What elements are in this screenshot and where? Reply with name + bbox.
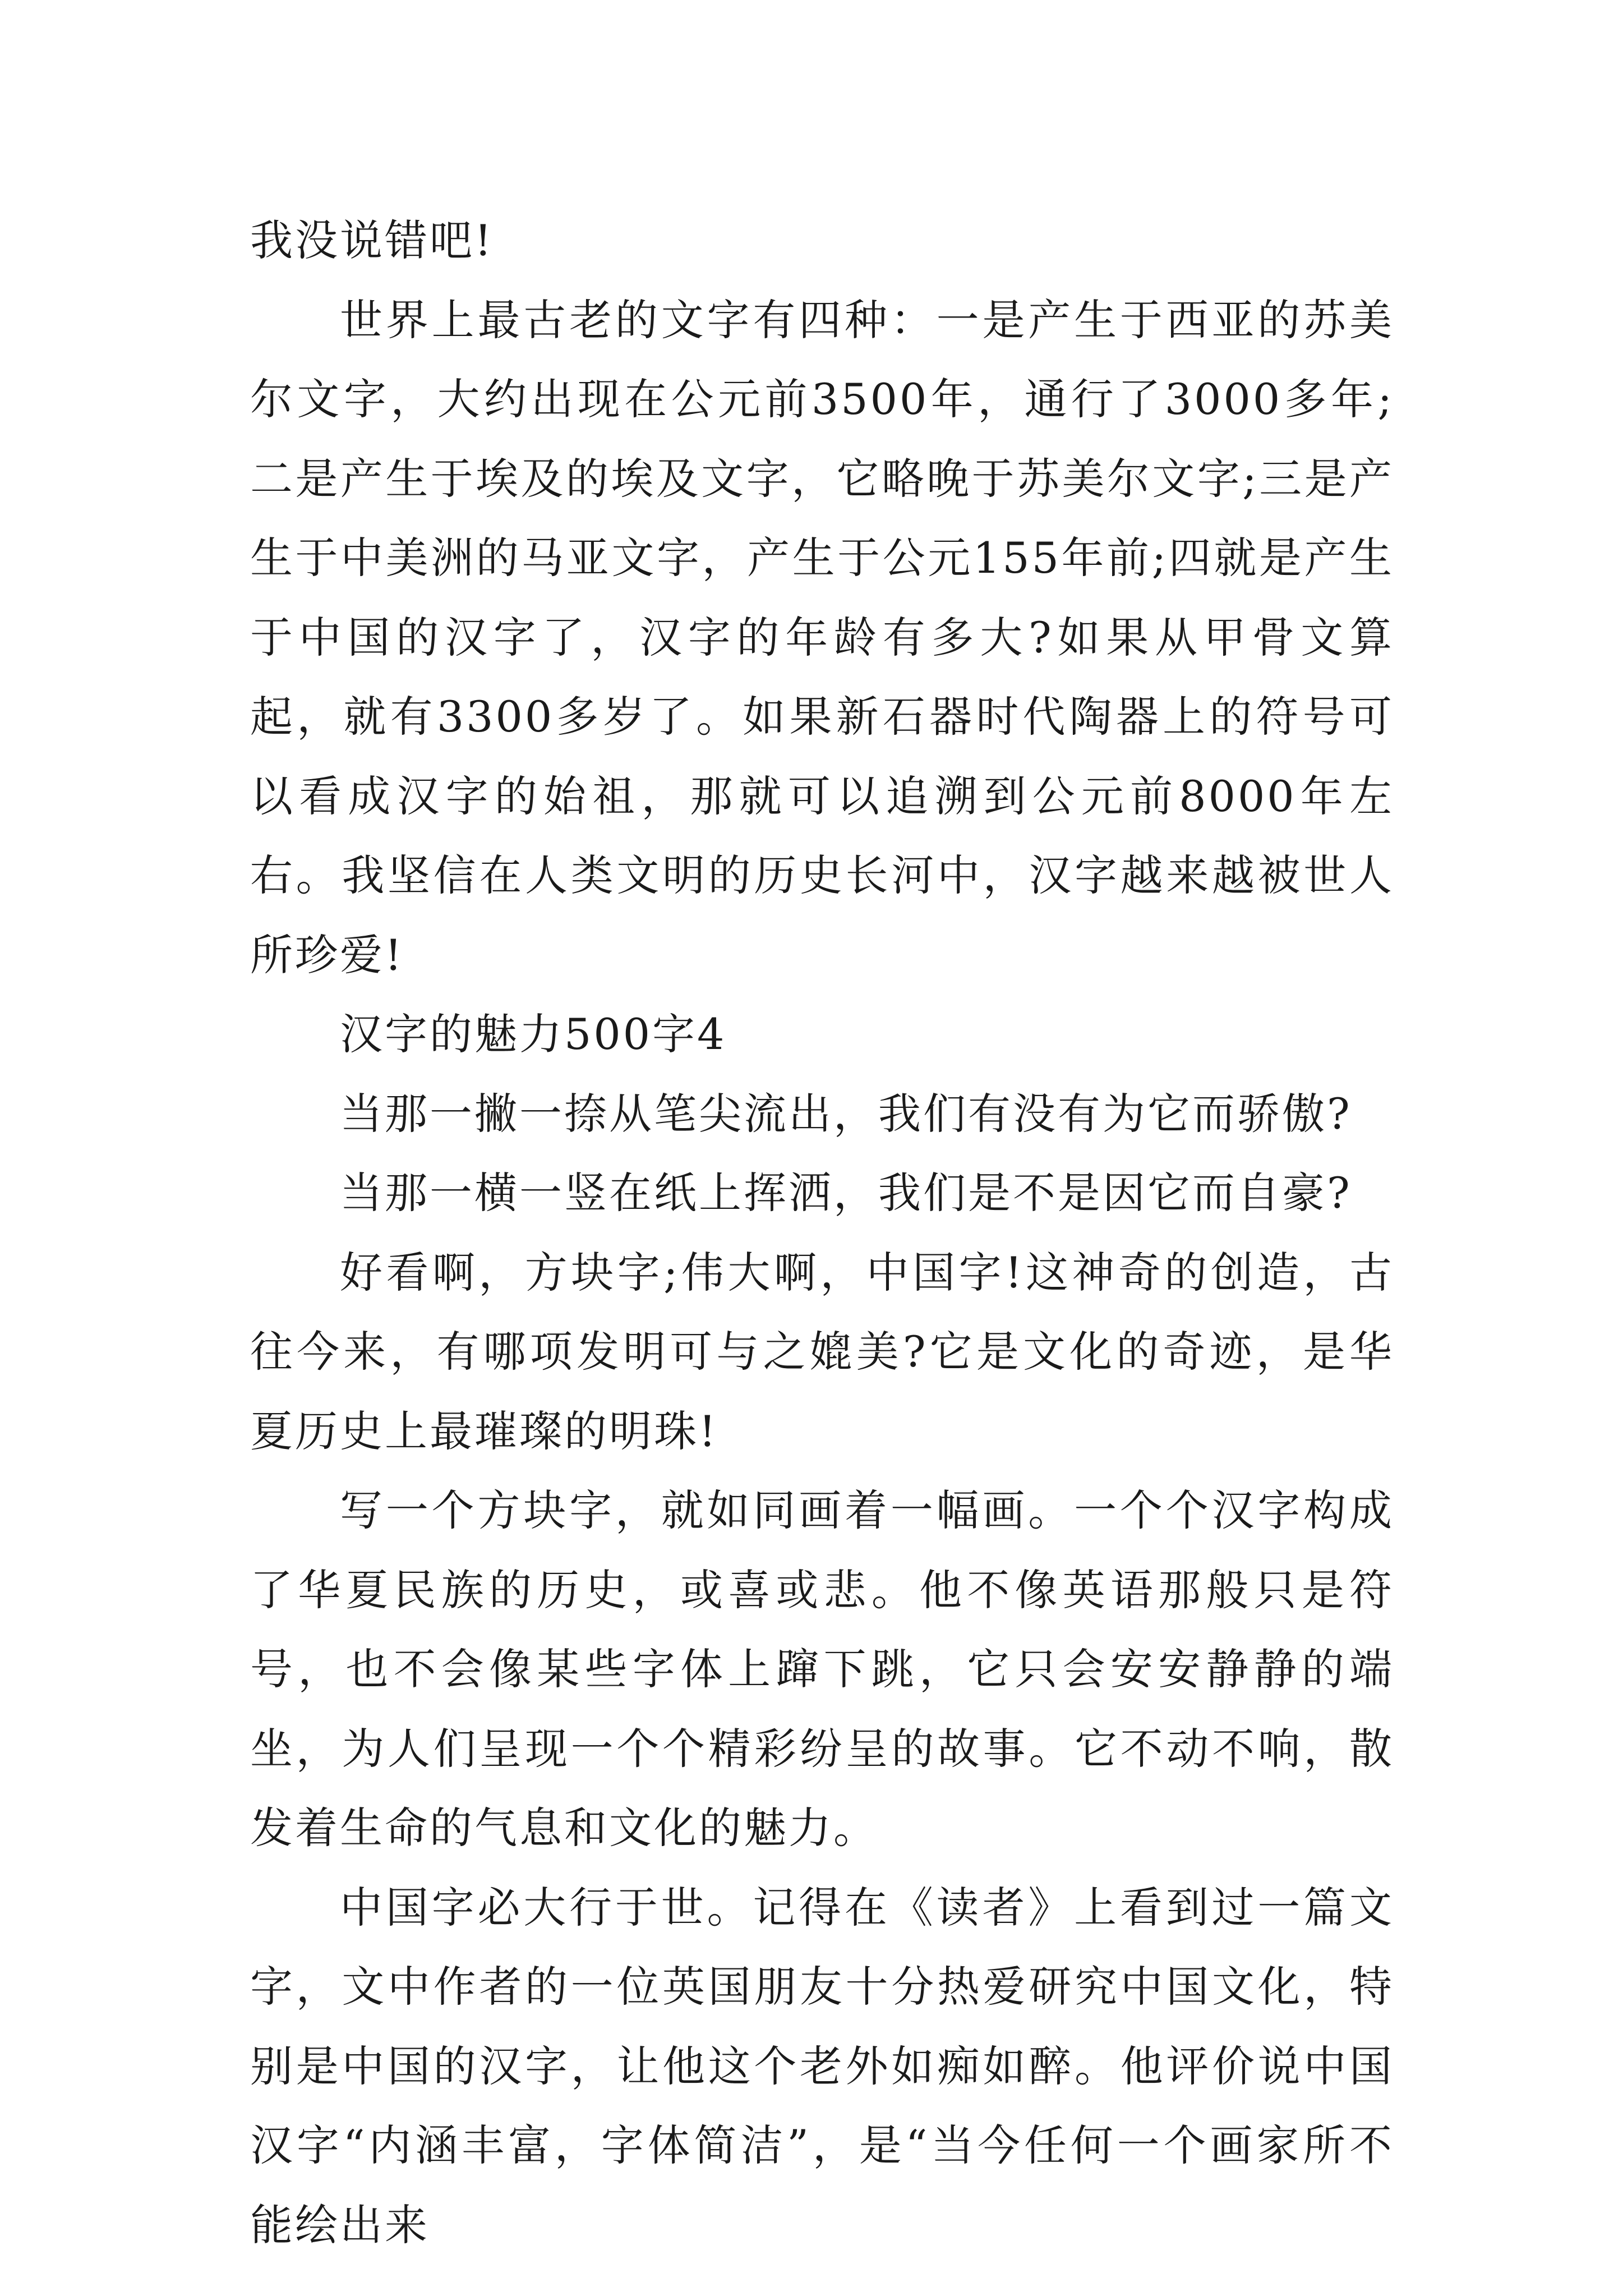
document-body xyxy=(250,201,1394,2265)
paragraph-6: 写一个方块字，就如同画着一幅画。一个个汉字构成了华夏民族的历史，或喜或悲。他不像英语那般只是符号，也不会像某些字体上蹿下跳，它只会安安静静的端坐，为人们呈现一个个精彩纷呈的故事。它不动不响，散发着生命的气息和文化的魅力。 xyxy=(250,1485,1394,1853)
section-heading: 汉字的魅力500字4 xyxy=(340,1009,727,1059)
paragraph-1: 我没说错吧! xyxy=(250,215,494,265)
paragraph-4: 当那一横一竖在纸上挥洒，我们是不是因它而自豪? xyxy=(340,1168,1352,1218)
paragraph-2: 世界上最古老的文字有四种：一是产生于西亚的苏美尔文字，大约出现在公元前3500年，通行了3000多年;二是产生于埃及的埃及文字，它略晚于苏美尔文字;三是产生于中美洲的马亚文字，产生于公元155年前;四就是产生于中国的汉字了，汉字的年龄有多大?如果从甲骨文算起，就有3300多岁了。如果新石器时代陶器上的符号可以看成汉字的始祖，那就可以追溯到公元前8000年左右。我坚信在人类文明的历史长河中，汉字越来越被世人所珍爱! xyxy=(250,295,1394,980)
paragraph-3: 当那一撇一捺从笔尖流出，我们有没有为它而骄傲? xyxy=(340,1088,1352,1139)
paragraph-7: 中国字必大行于世。记得在《读者》上看到过一篇文字，文中作者的一位英国朋友十分热爱研究中国文化，特别是中国的汉字，让他这个老外如痴如醉。他评价说中国汉字“内涵丰富，字体简洁”，是“当今任何一个画家所不能绘出来 xyxy=(250,1882,1394,2250)
paragraph-5: 好看啊，方块字;伟大啊，中国字!这神奇的创造，古往今来，有哪项发明可与之媲美?它是文化的奇迹，是华夏历史上最璀璨的明珠! xyxy=(250,1247,1394,1456)
